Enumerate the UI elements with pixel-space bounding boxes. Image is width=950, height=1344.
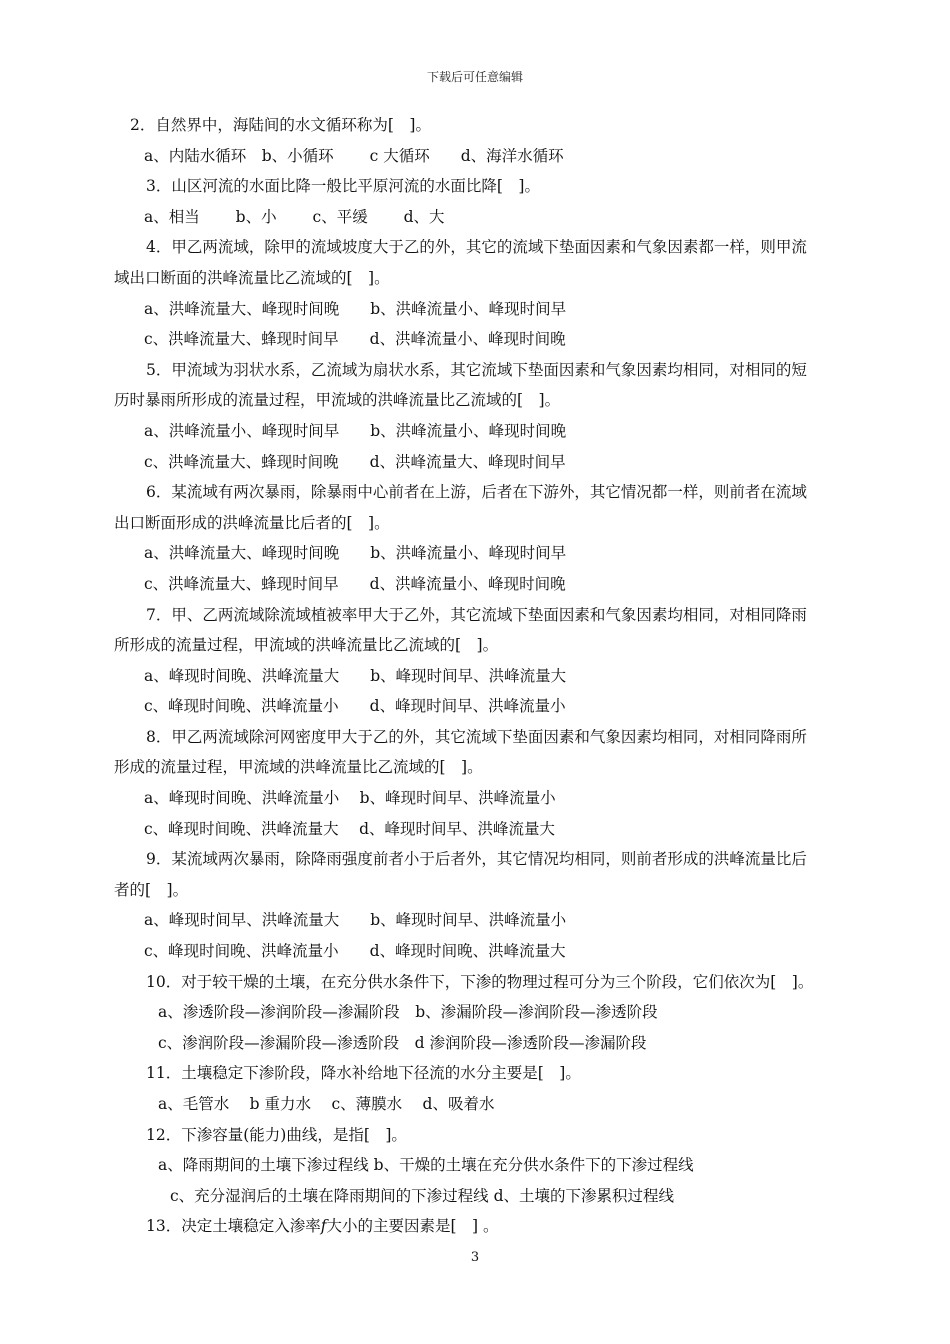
option-line: a、洪峰流量大、峰现时间晚 b、洪峰流量小、峰现时间早 <box>144 544 567 563</box>
question-line: 9．某流域两次暴雨，除降雨强度前者小于后者外，其它情况均相同，则前者形成的洪峰流量比后 <box>146 850 807 869</box>
option-line: a、渗透阶段—渗润阶段—渗漏阶段 b、渗漏阶段—渗润阶段—渗透阶段 <box>158 1003 658 1022</box>
line-text-tail: 大小的主要因素是[ ] 。 <box>326 1217 499 1236</box>
question-line: 8．甲乙两流域除河网密度甲大于乙的外，其它流域下垫面因素和气象因素均相同，对相同降雨所 <box>146 727 807 746</box>
option-line: a、降雨期间的土壤下渗过程线 b、干燥的土壤在充分供水条件下的下渗过程线 <box>158 1156 694 1175</box>
document-body <box>114 110 862 1242</box>
option-line: a、峰现时间晚、洪峰流量小 b、峰现时间早、洪峰流量小 <box>144 789 556 808</box>
option-line: c、洪峰流量大、蜂现时间早 d、洪峰流量小、峰现时间晚 <box>144 330 566 349</box>
question-continuation: 域出口断面的洪峰流量比乙流域的[ ]。 <box>114 268 390 287</box>
option-line: c、峰现时间晚、洪峰流量小 d、峰现时间早、洪峰流量小 <box>144 697 566 716</box>
option-line: a、洪峰流量大、峰现时间晚 b、洪峰流量小、峰现时间早 <box>144 299 567 318</box>
question-line: 6．某流域有两次暴雨，除暴雨中心前者在上游，后者在下游外，其它情况都一样，则前者在流域 <box>146 483 807 502</box>
option-line: c、洪峰流量大、蜂现时间晚 d、洪峰流量大、峰现时间早 <box>144 452 566 471</box>
question-line <box>114 1211 862 1242</box>
option-line: c、充分湿润后的土壤在降雨期间的下渗过程线 d、土壤的下渗累积过程线 <box>170 1186 675 1205</box>
italic-symbol: f <box>320 1217 327 1236</box>
page-header: 下载后可任意编辑 <box>426 70 523 84</box>
option-line: a、洪峰流量小、峰现时间早 b、洪峰流量小、峰现时间晚 <box>144 421 567 440</box>
question-line: 2．自然界中，海陆间的水文循环称为[ ]。 <box>130 116 431 134</box>
option-line: c、峰现时间晚、洪峰流量小 d、峰现时间晚、洪峰流量大 <box>144 942 566 961</box>
question-continuation: 形成的流量过程，甲流域的洪峰流量比乙流域的[ ]。 <box>114 758 483 777</box>
question-line: 10．对于较干燥的土壤，在充分供水条件下，下渗的物理过程可分为三个阶段，它们依次为[ ]。 <box>146 972 814 991</box>
question-continuation: 者的[ ]。 <box>114 880 189 899</box>
question-line: 5．甲流域为羽状水系，乙流域为扇状水系，其它流域下垫面因素和气象因素均相同，对相同的短 <box>146 360 807 379</box>
option-line: a、毛管水 b 重力水 c、薄膜水 d、吸着水 <box>158 1095 495 1113</box>
question-continuation: 出口断面形成的洪峰流量比后者的[ ]。 <box>114 513 390 532</box>
question-line: 3．山区河流的水面比降一般比平原河流的水面比降[ ]。 <box>146 177 540 196</box>
question-continuation: 所形成的流量过程，甲流域的洪峰流量比乙流域的[ ]。 <box>114 636 499 655</box>
option-line: c、峰现时间晚、洪峰流量大 d、峰现时间早、洪峰流量大 <box>144 819 556 838</box>
option-line: a、峰现时间晚、洪峰流量大 b、峰现时间早、洪峰流量大 <box>144 666 567 685</box>
question-line: 11．土壤稳定下渗阶段，降水补给地下径流的水分主要是[ ]。 <box>146 1064 581 1083</box>
question-line: 12．下渗容量(能力)曲线，是指[ ]。 <box>146 1125 407 1144</box>
option-line: a、峰现时间早、洪峰流量大 b、峰现时间早、洪峰流量小 <box>144 911 567 930</box>
option-line: a、相当 b、小 c、平缓 d、大 <box>144 207 445 226</box>
question-line: 4．甲乙两流域，除甲的流域坡度大于乙的外，其它的流域下垫面因素和气象因素都一样，则甲流 <box>146 238 807 257</box>
option-line: c、渗润阶段—渗漏阶段—渗透阶段 d 渗润阶段—渗透阶段—渗漏阶段 <box>158 1033 647 1052</box>
question-continuation: 历时暴雨所形成的流量过程，甲流域的洪峰流量比乙流域的[ ]。 <box>114 391 561 410</box>
option-line: c、洪峰流量大、蜂现时间早 d、洪峰流量小、峰现时间晚 <box>144 574 566 593</box>
question-line: 7．甲、乙两流域除流域植被率甲大于乙外，其它流域下垫面因素和气象因素均相同，对相同降雨 <box>146 605 807 624</box>
line-text: 13．决定土壤稳定入渗率 <box>146 1217 321 1236</box>
option-line: a、内陆水循环 b、小循环 c 大循环 d、海洋水循环 <box>144 146 564 165</box>
page-number: 3 <box>470 1250 480 1265</box>
